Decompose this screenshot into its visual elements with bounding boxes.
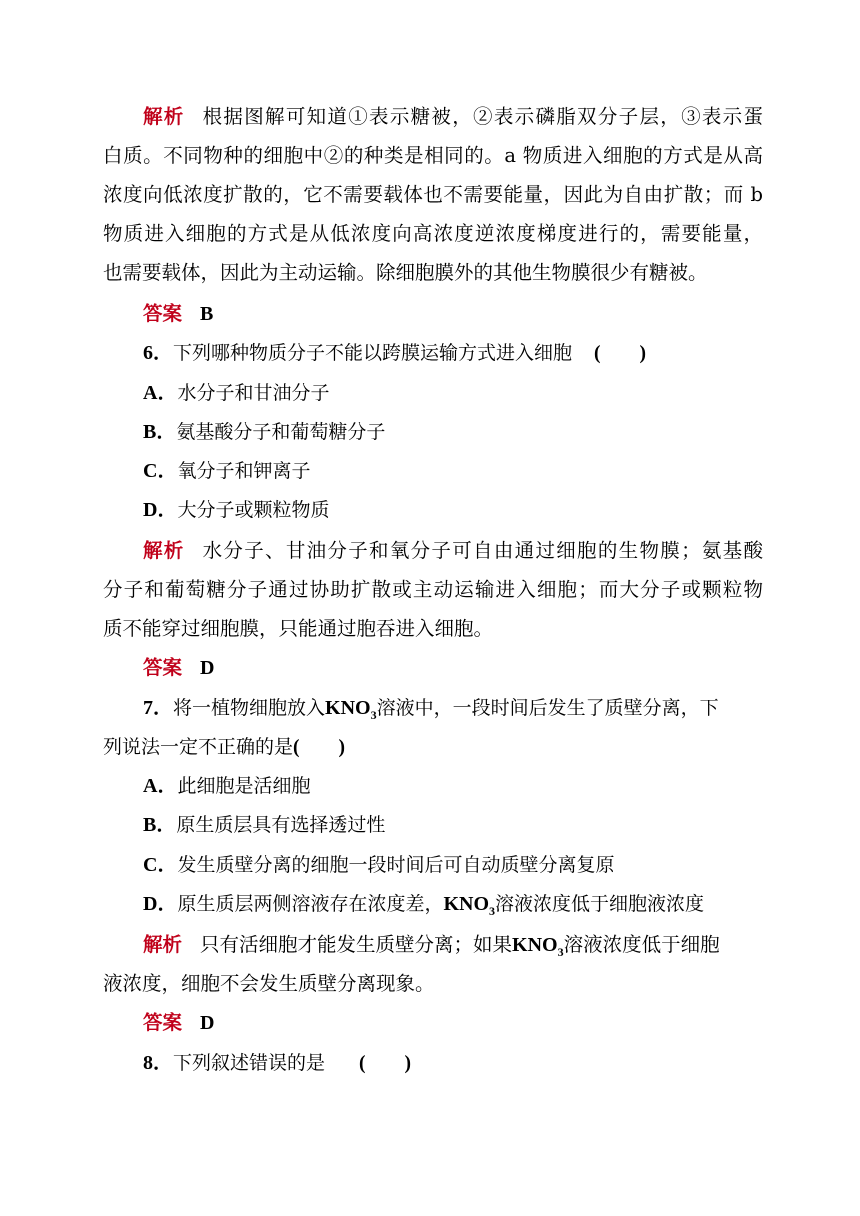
chemical-formula: $KNO_3$ bbox=[443, 893, 496, 918]
q6-stem bbox=[143, 333, 763, 372]
option-letter: D． bbox=[143, 893, 178, 915]
q5-analysis-line-4: 物质进入细胞的方式是从低浓度向高浓度逆浓度梯度进行的，需要能量， bbox=[103, 222, 763, 245]
q6-analysis-line-2: 分子和葡萄糖分子通过协助扩散或主动运输进入细胞；而大分子或颗粒物 bbox=[103, 578, 763, 601]
q5-answer-line bbox=[143, 294, 763, 333]
option-text: 溶液浓度低于细胞液浓度 bbox=[495, 893, 705, 915]
analysis-label: 解析 bbox=[143, 105, 185, 128]
q7-stem-line-1 bbox=[143, 688, 763, 727]
q5-analysis-line-1 bbox=[143, 97, 763, 136]
option-letter: B． bbox=[143, 814, 177, 836]
option-letter: C． bbox=[143, 854, 178, 876]
option-letter: A． bbox=[143, 775, 178, 797]
answer-label: 答案 bbox=[143, 656, 183, 679]
option-text: 原生质层两侧溶液存在浓度差， bbox=[177, 893, 444, 915]
chemical-formula: $KNO_3$ bbox=[512, 934, 564, 959]
option-letter: A． bbox=[143, 382, 178, 404]
q7-option-c bbox=[143, 845, 763, 884]
q7-stem-line-2 bbox=[103, 727, 763, 766]
option-text: 水分子和甘油分子 bbox=[177, 382, 330, 404]
q5-analysis-line-3: 浓度向低浓度扩散的，它不需要载体也不需要能量，因此为自由扩散；而 b bbox=[103, 183, 763, 206]
analysis-label: 解析 bbox=[143, 933, 183, 956]
option-text: 发生质壁分离的细胞一段时间后可自动质壁分离复原 bbox=[177, 854, 615, 876]
option-text: 原生质层具有选择透过性 bbox=[176, 814, 386, 836]
answer-label: 答案 bbox=[143, 302, 183, 325]
chemical-formula: $KNO_3$ bbox=[325, 697, 377, 722]
analysis-text: 水分子、甘油分子和氧分子可自由通过细胞的生物膜；氨基酸 bbox=[202, 539, 763, 562]
option-text: 氧分子和钾离子 bbox=[177, 460, 311, 482]
option-text: 氨基酸分子和葡萄糖分子 bbox=[176, 421, 386, 443]
analysis-text: 只有活细胞才能发生质壁分离；如果 bbox=[200, 933, 513, 956]
q6-analysis-line-3: 质不能穿过细胞膜，只能通过胞吞进入细胞。 bbox=[103, 617, 494, 640]
q6-answer-line bbox=[143, 648, 763, 687]
q5-analysis-line-2: 白质。不同物种的细胞中②的种类是相同的。a 物质进入细胞的方式是从高 bbox=[103, 144, 763, 167]
q6-option-a bbox=[143, 373, 763, 412]
question-number: 8． bbox=[143, 1052, 173, 1074]
q6-option-b bbox=[143, 412, 763, 451]
answer-blank: ( ) bbox=[293, 737, 346, 758]
analysis-text: 溶液浓度低于细胞 bbox=[563, 933, 720, 956]
analysis-text: 根据图解可知道①表示糖被，②表示磷脂双分子层，③表示蛋 bbox=[202, 105, 763, 128]
question-text: 下列叙述错误的是 bbox=[173, 1052, 326, 1074]
q6-option-d bbox=[143, 490, 763, 529]
question-number: 6． bbox=[143, 342, 173, 364]
question-text: 溶液中，一段时间后发生了质壁分离，下 bbox=[376, 697, 719, 719]
question-text: 列说法一定不正确的是 bbox=[103, 736, 294, 758]
answer-value: B bbox=[200, 303, 214, 325]
q6-analysis-line-1 bbox=[143, 531, 763, 570]
answer-value: D bbox=[200, 1012, 215, 1034]
answer-value: D bbox=[200, 657, 215, 679]
q7-analysis-line-1 bbox=[143, 925, 763, 964]
answer-blank: ( ) bbox=[594, 343, 647, 364]
q8-stem bbox=[143, 1043, 763, 1082]
q7-option-a bbox=[143, 766, 763, 805]
answer-blank: ( ) bbox=[359, 1053, 412, 1074]
q7-option-d bbox=[143, 884, 763, 923]
question-text: 将一植物细胞放入 bbox=[173, 697, 326, 719]
option-text: 大分子或颗粒物质 bbox=[177, 499, 330, 521]
q7-option-b bbox=[143, 805, 763, 844]
option-letter: D． bbox=[143, 499, 178, 521]
question-text: 下列哪种物质分子不能以跨膜运输方式进入细胞 bbox=[173, 342, 573, 364]
q7-answer-line bbox=[143, 1003, 763, 1042]
q5-analysis-line-5: 也需要载体，因此为主动运输。除细胞膜外的其他生物膜很少有糖被。 bbox=[103, 261, 708, 284]
option-letter: C． bbox=[143, 460, 178, 482]
analysis-label: 解析 bbox=[143, 539, 185, 562]
question-number: 7． bbox=[143, 697, 173, 719]
q7-analysis-line-2: 液浓度，细胞不会发生质壁分离现象。 bbox=[103, 972, 435, 995]
option-text: 此细胞是活细胞 bbox=[177, 775, 311, 797]
q6-option-c bbox=[143, 451, 763, 490]
option-letter: B． bbox=[143, 421, 177, 443]
answer-label: 答案 bbox=[143, 1011, 183, 1034]
